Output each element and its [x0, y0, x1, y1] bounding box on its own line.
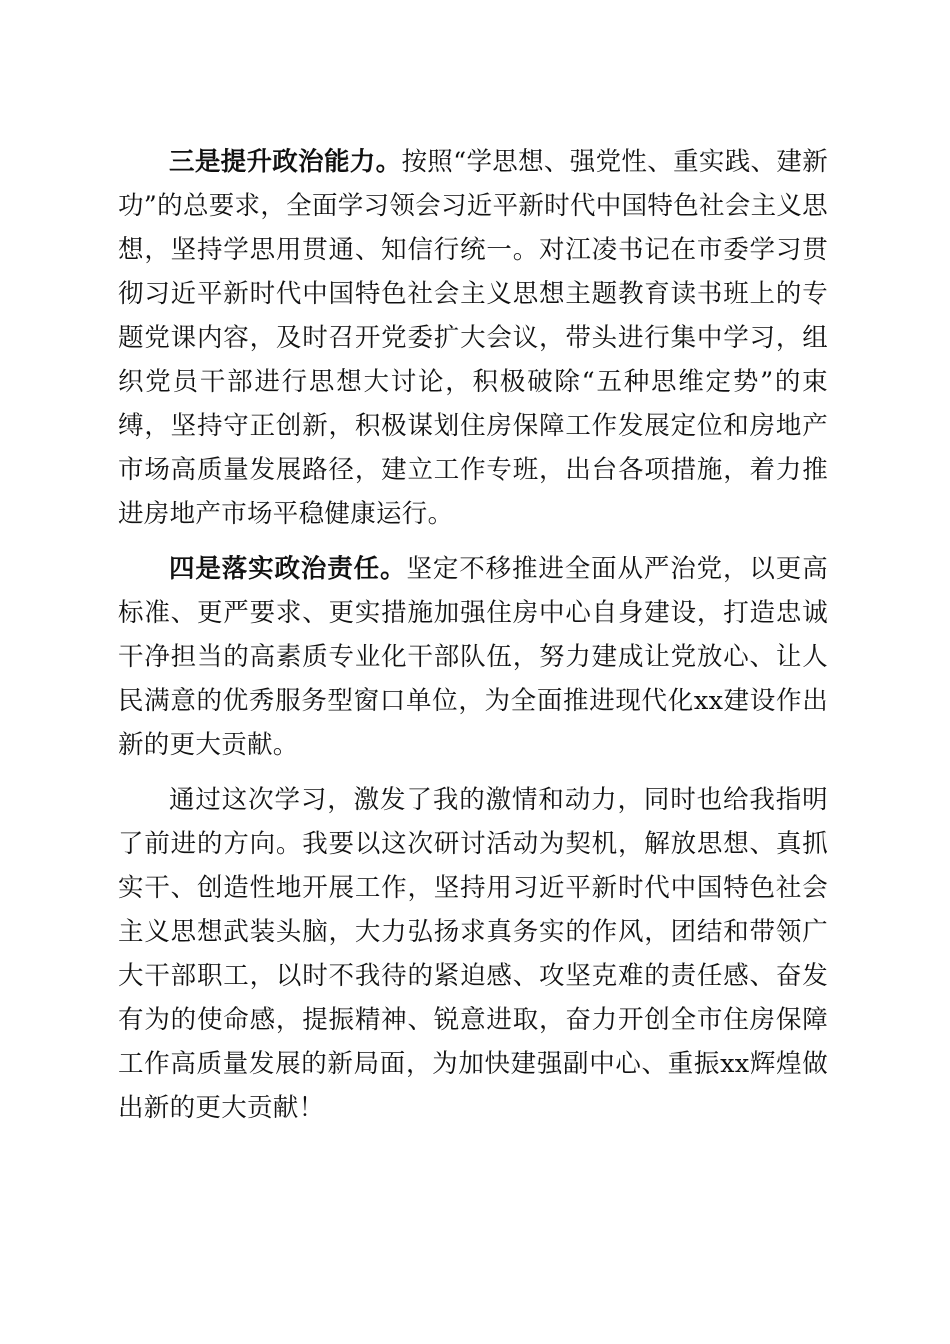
paragraph-heading: 四是落实政治责任。 [169, 554, 407, 584]
paragraph-heading: 三是提升政治能力。 [169, 147, 402, 177]
paragraph-political-responsibility [118, 547, 828, 767]
paragraph-body: 通过这次学习，激发了我的激情和动力，同时也给我指明了前进的方向。我要以这次研讨活动为契机，解放思想、真抓实干、创造性地开展工作，坚持用习近平新时代中国特色社会主义思想武装头脑，大力弘扬求真务实的作风，团结和带领广大干部职工，以时不我待的紧迫感、攻坚克难的责任感、奋发有为的使命感，提振精神、锐意进取，奋力开创全市住房保障工作高质量发展的新局面，为加快建强副中心、重振xx辉煌做出新的更大贡献！ [118, 785, 828, 1123]
paragraph-conclusion [118, 778, 828, 1130]
paragraph-body: 坚定不移推进全面从严治党，以更高标准、更严要求、更实措施加强住房中心自身建设，打造忠诚干净担当的高素质专业化干部队伍，努力建成让党放心、让人民满意的优秀服务型窗口单位，为全面推进现代化xx建设作出新的更大贡献。 [118, 554, 828, 760]
paragraph-political-ability [118, 140, 828, 536]
paragraph-body: 按照“学思想、强党性、重实践、建新功”的总要求，全面学习领会习近平新时代中国特色社会主义思想，坚持学思用贯通、知信行统一。对江凌书记在市委学习贯彻习近平新时代中国特色社会主义思想主题教育读书班上的专题党课内容，及时召开党委扩大会议，带头进行集中学习，组织党员干部进行思想大讨论，积极破除“五种思维定势”的束缚，坚持守正创新，积极谋划住房保障工作发展定位和房地产市场高质量发展路径，建立工作专班，出台各项措施，着力推进房地产市场平稳健康运行。 [118, 147, 828, 529]
document-page [118, 140, 828, 1141]
